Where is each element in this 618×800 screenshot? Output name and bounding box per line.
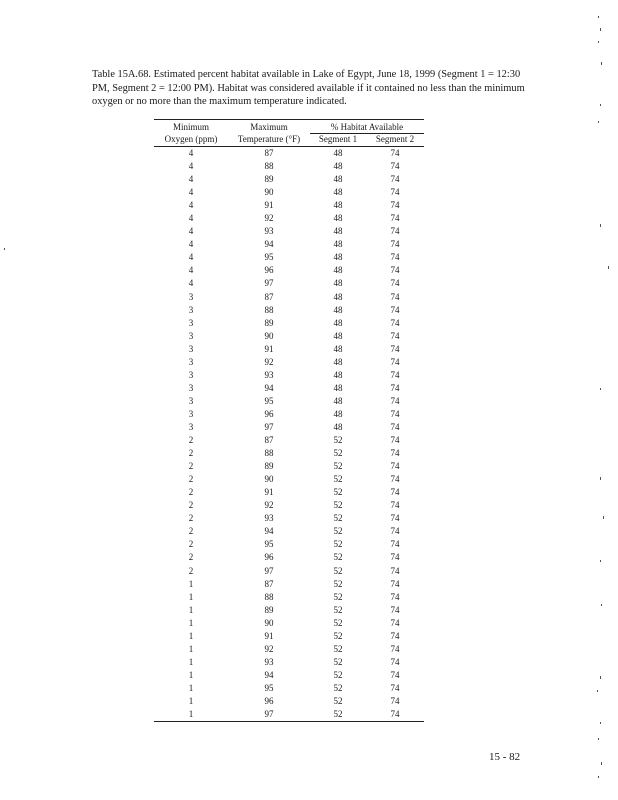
segment-1-cell: 48 xyxy=(333,369,343,380)
segment-1-cell: 48 xyxy=(333,330,343,341)
table-caption: Table 15A.68. Estimated percent habitat available in Lake of Egypt, June 18, 1999 (Segment 1 = 12:30 PM, Segment 2 = 12:00 PM). Habitat was considered available if it contained no less than the minimum oxygen or no more than the maximum temperature indicated. xyxy=(92,69,525,107)
segment-1-cell: 52 xyxy=(333,630,343,641)
segment-1-cell: 52 xyxy=(333,552,343,563)
min-oxygen-cell: 2 xyxy=(188,552,194,563)
segment-1-cell: 48 xyxy=(333,343,343,354)
min-oxygen-cell: 3 xyxy=(188,369,194,380)
scan-speck xyxy=(601,604,602,606)
segment-2-cell: 74 xyxy=(390,591,400,602)
max-temp-cell: 90 xyxy=(264,187,274,198)
max-temp-cell: 97 xyxy=(228,708,310,722)
segment-2-cell: 74 xyxy=(390,474,400,485)
segment-2-cell: 74 xyxy=(390,148,400,158)
scan-speck xyxy=(600,722,601,724)
max-temp-cell: 95 xyxy=(264,539,274,550)
scan-speck xyxy=(600,104,601,106)
segment-2-cell: 74 xyxy=(390,656,400,667)
segment-2-cell: 74 xyxy=(390,317,400,328)
segment-1-cell: 48 xyxy=(333,304,343,315)
segment-1-cell: 52 xyxy=(333,682,343,693)
segment-2-cell: 74 xyxy=(390,526,400,537)
min-oxygen-cell: 2 xyxy=(188,487,194,498)
segment-1-cell: 48 xyxy=(333,382,343,393)
segment-2-cell: 74 xyxy=(390,500,400,511)
segment-2-cell: 74 xyxy=(390,578,400,589)
max-temp-cell: 96 xyxy=(264,408,274,419)
max-temp-cell: 96 xyxy=(264,695,274,706)
min-oxygen-cell: 1 xyxy=(188,643,194,654)
segment-2-cell: 74 xyxy=(366,708,424,722)
segment-1-cell: 48 xyxy=(333,265,343,276)
min-oxygen-cell: 3 xyxy=(188,291,194,302)
segment-2-cell: 74 xyxy=(390,226,400,237)
segment-2-cell: 74 xyxy=(390,343,400,354)
max-temp-cell: 95 xyxy=(264,395,274,406)
min-oxygen-cell: 4 xyxy=(188,265,194,276)
segment-2-cell: 74 xyxy=(390,291,400,302)
segment-2-cell: 74 xyxy=(390,187,400,198)
segment-2-cell: 74 xyxy=(390,252,400,263)
max-temp-cell: 95 xyxy=(264,252,274,263)
segment-1-cell: 52 xyxy=(333,669,343,680)
segment-2-cell: 74 xyxy=(390,552,400,563)
segment-1-cell: 52 xyxy=(333,695,343,706)
min-oxygen-cell: 1 xyxy=(188,656,194,667)
max-temp-cell: 87 xyxy=(264,435,274,446)
max-temp-cell: 90 xyxy=(264,474,274,485)
min-oxygen-cell: 2 xyxy=(188,435,194,446)
min-oxygen-cell: 1 xyxy=(188,591,194,602)
min-oxygen-cell: 4 xyxy=(188,278,194,289)
min-oxygen-cell: 3 xyxy=(188,408,194,419)
max-temp-cell: 94 xyxy=(264,669,274,680)
scan-speck xyxy=(598,776,599,778)
segment-1-cell: 52 xyxy=(333,500,343,511)
max-temp-cell: 92 xyxy=(264,500,274,511)
segment-1-cell: 48 xyxy=(333,291,343,302)
header-habitat-available: % Habitat Available xyxy=(310,120,424,134)
segment-1-cell: 48 xyxy=(333,226,343,237)
header-segment-1: Segment 1 xyxy=(310,134,366,147)
page-number: 15 - 82 xyxy=(489,751,521,763)
segment-2-cell: 74 xyxy=(390,213,400,224)
segment-1-cell: 48 xyxy=(333,161,343,172)
max-temp-cell: 88 xyxy=(264,161,274,172)
min-oxygen-cell: 4 xyxy=(188,252,194,263)
scan-speck xyxy=(608,266,609,269)
max-temp-cell: 97 xyxy=(264,278,274,289)
segment-2-cell: 74 xyxy=(390,461,400,472)
segment-1-cell: 52 xyxy=(333,617,343,628)
segment-2-cell: 74 xyxy=(390,330,400,341)
min-oxygen-cell: 2 xyxy=(188,474,194,485)
min-oxygen-cell: 2 xyxy=(188,539,194,550)
segment-2-cell: 74 xyxy=(390,669,400,680)
segment-1-cell: 52 xyxy=(333,487,343,498)
min-oxygen-cell: 4 xyxy=(188,239,194,250)
max-temp-cell: 94 xyxy=(264,239,274,250)
segment-2-cell: 74 xyxy=(390,565,400,576)
header-min-oxygen-line2: Oxygen (ppm) xyxy=(154,134,228,147)
segment-2-cell: 74 xyxy=(390,408,400,419)
segment-2-cell: 74 xyxy=(390,382,400,393)
segment-1-cell: 48 xyxy=(333,148,343,158)
min-oxygen-cell: 2 xyxy=(188,513,194,524)
segment-1-cell: 48 xyxy=(333,252,343,263)
segment-1-cell: 48 xyxy=(333,317,343,328)
max-temp-cell: 93 xyxy=(264,656,274,667)
min-oxygen-cell: 3 xyxy=(188,382,194,393)
scan-speck xyxy=(600,676,601,679)
min-oxygen-cell: 2 xyxy=(188,565,194,576)
segment-2-cell: 74 xyxy=(390,604,400,615)
segment-2-cell: 74 xyxy=(390,435,400,446)
max-temp-cell: 90 xyxy=(264,617,274,628)
segment-1-cell: 52 xyxy=(333,435,343,446)
max-temp-cell: 87 xyxy=(264,148,274,158)
max-temp-cell: 97 xyxy=(264,421,274,432)
max-temp-cell: 91 xyxy=(264,343,274,354)
segment-2-cell: 74 xyxy=(390,395,400,406)
segment-2-cell: 74 xyxy=(390,369,400,380)
min-oxygen-cell: 4 xyxy=(188,187,194,198)
max-temp-cell: 91 xyxy=(264,630,274,641)
max-temp-cell: 94 xyxy=(264,526,274,537)
max-temp-cell: 89 xyxy=(264,604,274,615)
min-oxygen-cell: 1 xyxy=(154,708,228,722)
segment-1-cell: 52 xyxy=(333,578,343,589)
max-temp-cell: 89 xyxy=(264,317,274,328)
segment-2-cell: 74 xyxy=(390,513,400,524)
segment-2-cell: 74 xyxy=(390,239,400,250)
segment-1-cell: 52 xyxy=(333,565,343,576)
min-oxygen-cell: 1 xyxy=(188,604,194,615)
min-oxygen-cell: 4 xyxy=(188,148,194,158)
segment-2-cell: 74 xyxy=(390,265,400,276)
segment-1-cell: 52 xyxy=(333,448,343,459)
segment-1-cell: 52 xyxy=(333,591,343,602)
segment-2-cell: 74 xyxy=(390,161,400,172)
scan-speck xyxy=(598,16,599,18)
segment-1-cell: 52 xyxy=(333,656,343,667)
min-oxygen-cell: 4 xyxy=(188,174,194,185)
max-temp-cell: 97 xyxy=(264,565,274,576)
min-oxygen-cell: 1 xyxy=(188,682,194,693)
max-temp-cell: 88 xyxy=(264,448,274,459)
segment-2-cell: 74 xyxy=(390,304,400,315)
segment-2-cell: 74 xyxy=(390,356,400,367)
max-temp-cell: 88 xyxy=(264,591,274,602)
min-oxygen-cell: 2 xyxy=(188,526,194,537)
segment-2-cell: 74 xyxy=(390,421,400,432)
max-temp-cell: 92 xyxy=(264,643,274,654)
max-temp-cell: 96 xyxy=(264,265,274,276)
min-oxygen-cell: 3 xyxy=(188,356,194,367)
min-oxygen-cell: 1 xyxy=(188,669,194,680)
max-temp-cell: 94 xyxy=(264,382,274,393)
scan-speck xyxy=(603,516,604,519)
min-oxygen-cell: 3 xyxy=(188,317,194,328)
scan-speck xyxy=(600,28,601,31)
segment-2-cell: 74 xyxy=(390,630,400,641)
max-temp-cell: 88 xyxy=(264,304,274,315)
max-temp-cell: 91 xyxy=(264,487,274,498)
segment-1-cell: 48 xyxy=(333,395,343,406)
scan-speck xyxy=(600,477,601,480)
min-oxygen-cell: 3 xyxy=(188,421,194,432)
min-oxygen-cell: 2 xyxy=(188,448,194,459)
min-oxygen-cell: 1 xyxy=(188,695,194,706)
header-min-oxygen-line1: Minimum xyxy=(154,120,228,134)
segment-1-cell: 48 xyxy=(333,174,343,185)
max-temp-cell: 87 xyxy=(264,291,274,302)
scan-speck xyxy=(4,248,5,250)
max-temp-cell: 95 xyxy=(264,682,274,693)
min-oxygen-cell: 3 xyxy=(188,343,194,354)
segment-2-cell: 74 xyxy=(390,487,400,498)
min-oxygen-cell: 3 xyxy=(188,395,194,406)
segment-1-cell: 52 xyxy=(310,708,366,722)
max-temp-cell: 90 xyxy=(264,330,274,341)
segment-2-cell: 74 xyxy=(390,617,400,628)
segment-1-cell: 48 xyxy=(333,421,343,432)
segment-1-cell: 48 xyxy=(333,200,343,211)
segment-1-cell: 48 xyxy=(333,408,343,419)
max-temp-cell: 87 xyxy=(264,578,274,589)
max-temp-cell: 93 xyxy=(264,226,274,237)
segment-2-cell: 74 xyxy=(390,278,400,289)
min-oxygen-cell: 1 xyxy=(188,578,194,589)
max-temp-cell: 96 xyxy=(264,552,274,563)
max-temp-cell: 89 xyxy=(264,174,274,185)
segment-1-cell: 48 xyxy=(333,356,343,367)
segment-1-cell: 48 xyxy=(333,187,343,198)
scan-speck xyxy=(600,560,601,562)
max-temp-cell: 91 xyxy=(264,200,274,211)
max-temp-cell: 89 xyxy=(264,461,274,472)
max-temp-cell: 92 xyxy=(264,356,274,367)
segment-2-cell: 74 xyxy=(390,539,400,550)
min-oxygen-cell: 4 xyxy=(188,226,194,237)
scan-speck xyxy=(600,388,601,390)
segment-1-cell: 52 xyxy=(333,461,343,472)
segment-2-cell: 74 xyxy=(390,200,400,211)
header-max-temp-line1: Maximum xyxy=(228,120,310,134)
segment-1-cell: 48 xyxy=(333,213,343,224)
segment-1-cell: 52 xyxy=(333,643,343,654)
max-temp-cell: 93 xyxy=(264,513,274,524)
min-oxygen-cell: 1 xyxy=(188,630,194,641)
segment-2-cell: 74 xyxy=(390,695,400,706)
min-oxygen-cell: 3 xyxy=(188,304,194,315)
max-temp-cell: 92 xyxy=(264,213,274,224)
scan-speck xyxy=(601,762,602,765)
segment-1-cell: 52 xyxy=(333,539,343,550)
scan-speck xyxy=(601,62,602,65)
scan-speck xyxy=(597,690,598,692)
segment-1-cell: 52 xyxy=(333,604,343,615)
header-segment-2: Segment 2 xyxy=(366,134,424,147)
scan-speck xyxy=(598,738,599,740)
min-oxygen-cell: 4 xyxy=(188,161,194,172)
min-oxygen-cell: 3 xyxy=(188,330,194,341)
segment-1-cell: 52 xyxy=(333,474,343,485)
min-oxygen-cell: 2 xyxy=(188,500,194,511)
min-oxygen-cell: 1 xyxy=(188,617,194,628)
scan-speck xyxy=(598,41,599,43)
segment-1-cell: 52 xyxy=(333,513,343,524)
segment-1-cell: 52 xyxy=(333,526,343,537)
header-max-temp-line2: Temperature (°F) xyxy=(228,134,310,147)
segment-1-cell: 48 xyxy=(333,278,343,289)
min-oxygen-cell: 2 xyxy=(188,461,194,472)
max-temp-cell: 93 xyxy=(264,369,274,380)
segment-2-cell: 74 xyxy=(390,682,400,693)
scan-speck xyxy=(598,121,599,123)
scan-speck xyxy=(600,224,601,227)
segment-2-cell: 74 xyxy=(390,174,400,185)
segment-2-cell: 74 xyxy=(390,643,400,654)
min-oxygen-cell: 4 xyxy=(188,200,194,211)
segment-1-cell: 48 xyxy=(333,239,343,250)
min-oxygen-cell: 4 xyxy=(188,213,194,224)
segment-2-cell: 74 xyxy=(390,448,400,459)
